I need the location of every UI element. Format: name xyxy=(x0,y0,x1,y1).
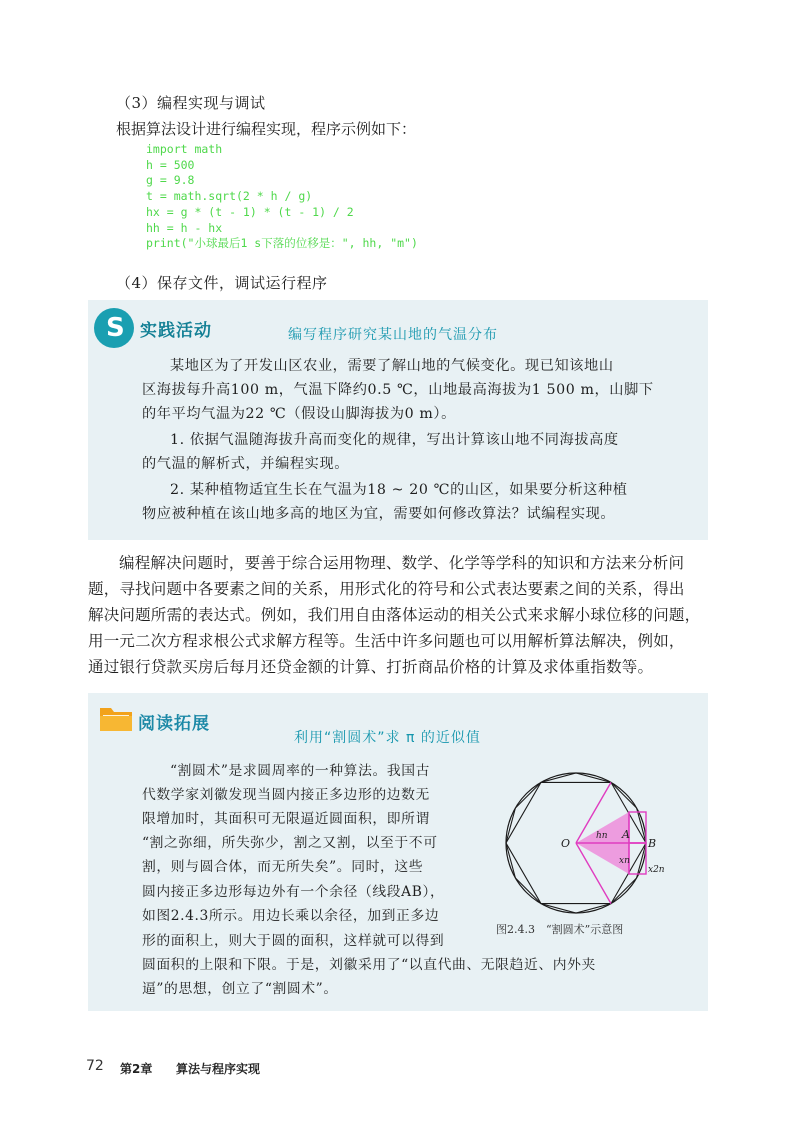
code-line: import math xyxy=(146,142,223,156)
label-A: A xyxy=(622,828,630,841)
code-line: print("小球最后1 s下落的位移是：", hh, "m") xyxy=(146,236,418,251)
reading-panel xyxy=(88,693,708,1011)
code-block xyxy=(146,142,418,252)
label-O: O xyxy=(561,837,571,850)
reading-line: “割圆术”是求圆周率的一种算法。我国古 xyxy=(170,763,431,779)
code-line: h = 500 xyxy=(146,157,195,172)
body-line: 通过银行贷款买房后每月还贷金额的计算、打折商品价格的计算及求体重指数等。 xyxy=(88,658,654,676)
body-line: 编程解决问题时，要善于综合运用物理、数学、化学等学科的知识和方法来分析问 xyxy=(119,554,685,572)
reading-line: 代数学家刘徽发现当圆内接正多边形的边数无 xyxy=(142,787,430,803)
code-line: g = 9.8 xyxy=(146,173,195,188)
chapter-label: 第2章 xyxy=(120,1062,153,1076)
label-hn: hn xyxy=(596,831,608,841)
step3-title: （3）编程实现与调试 xyxy=(116,94,266,112)
practice-line: 某地区为了开发山区农业，需要了解山地的气候变化。现已知该地山 xyxy=(170,358,614,374)
code-line: hh = h - hx xyxy=(146,220,223,235)
step3-intro: 根据算法设计进行编程实现，程序示例如下： xyxy=(116,120,417,138)
practice-line: 的气温的解析式，并编程实现。 xyxy=(142,456,350,472)
reading-line: 形的面积上，则大于圆的面积，这样就可以得到 xyxy=(142,933,445,949)
reading-label: 阅读拓展 xyxy=(138,714,210,734)
reading-line: 圆面积的上限和下限。于是，刘徽采用了“以直代曲、无限趋近、内外夹 xyxy=(142,957,596,973)
body-line: 用一元二次方程求根公式求解方程等。生活中许多问题也可以用解析算法解决，例如， xyxy=(88,632,685,650)
reading-line: 如图2.4.3所示。用边长乘以余径，加到正多边 xyxy=(142,908,440,924)
code-line: t = math.sqrt(2 * h / g) xyxy=(146,189,313,204)
practice-label: 实践活动 xyxy=(140,321,212,341)
code-line: hx = g * (t - 1) * (t - 1) / 2 xyxy=(146,204,354,219)
step4-title: （4）保存文件，调试运行程序 xyxy=(116,274,328,292)
label-x2n: x2n xyxy=(648,865,665,875)
practice-panel xyxy=(88,300,708,540)
body-line: 题，寻找问题中各要素之间的关系，用形式化的符号和公式表达要素之间的关系，得出 xyxy=(88,580,685,598)
figure-caption: 图2.4.3 “割圆术”示意图 xyxy=(496,923,624,936)
reading-line: “割之弥细，所失弥少，割之又割，以至于不可 xyxy=(142,835,438,851)
practice-line: 2. 某种植物适宜生长在气温为18 ~ 20 ℃的山区，如果要分析这种植 xyxy=(170,482,628,498)
reading-line: 限增加时，其面积可无限逼近圆面积，即所谓 xyxy=(142,811,430,827)
circle-cutting-figure xyxy=(484,768,668,918)
practice-line: 1. 依据气温随海拔升高而变化的规律，写出计算该山地不同海拔高度 xyxy=(170,432,619,448)
practice-line: 区海拔每升高100 m，气温下降约0.5 ℃，山地最高海拔为1 500 m，山脚下 xyxy=(142,382,654,398)
practice-line: 物应被种植在该山地多高的地区为宜，需要如何修改算法？试编程实现。 xyxy=(142,506,616,522)
body-line: 解决问题所需的表达式。例如，我们用自由落体运动的相关公式来求解小球位移的问题， xyxy=(88,606,701,624)
label-B: B xyxy=(648,837,657,850)
page-number: 72 xyxy=(86,1058,104,1074)
practice-title: 编写程序研究某山地的气温分布 xyxy=(288,327,498,343)
wrench-s-icon: S xyxy=(94,308,134,348)
reading-title: 利用“割圆术”求 π 的近似值 xyxy=(294,730,481,746)
practice-line: 的年平均气温为22 ℃（假设山脚海拔为0 m）。 xyxy=(142,406,456,422)
reading-line: 逼”的思想，创立了“割圆术”。 xyxy=(142,981,338,997)
label-xn: xn xyxy=(619,856,630,866)
chapter-title: 算法与程序实现 xyxy=(176,1062,261,1076)
folder-icon xyxy=(98,703,134,733)
reading-line: 割，则与圆合体，而无所失矣”。同时，这些 xyxy=(142,859,424,875)
reading-line: 圆内接正多边形每边外有一个余径（线段AB）， xyxy=(142,884,445,900)
